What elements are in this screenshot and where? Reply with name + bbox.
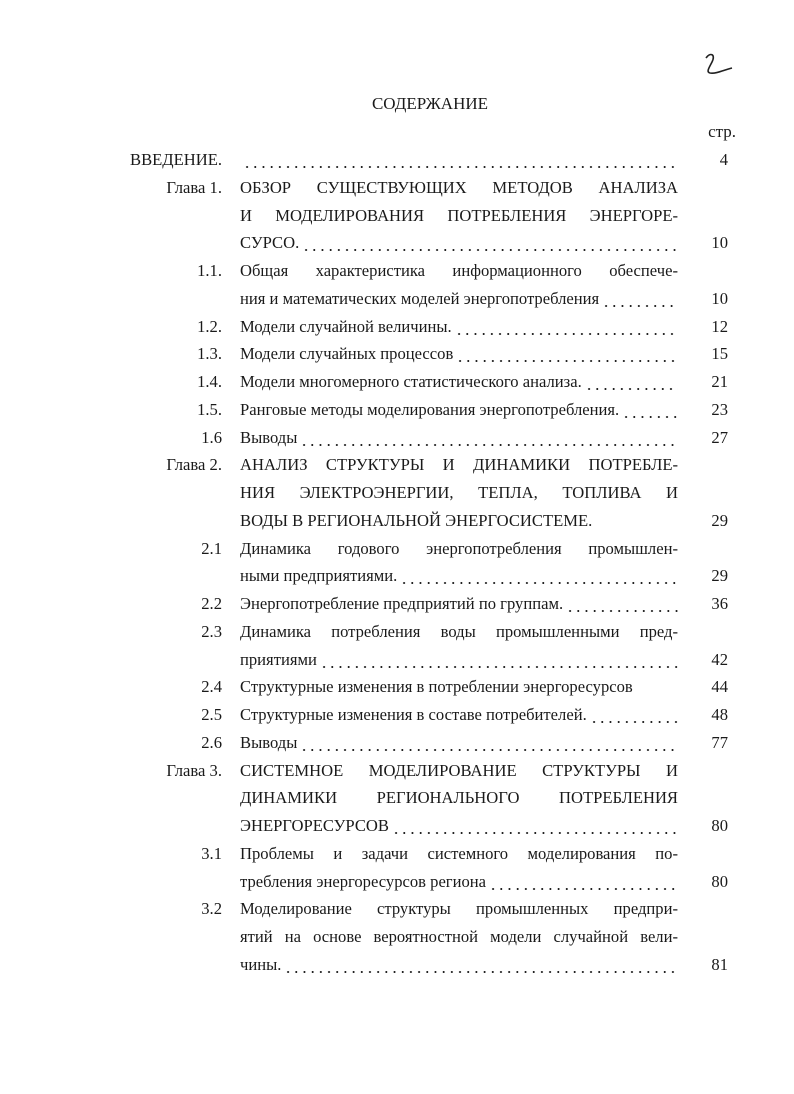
- toc-entry-page: 42: [711, 649, 728, 669]
- toc-entry: [0, 146, 794, 174]
- toc-entry-title: [240, 340, 678, 368]
- toc-entry-number: 1.6: [201, 427, 222, 447]
- toc-entry-title: [240, 313, 678, 341]
- dot-leader: [590, 701, 678, 729]
- toc-entry-title: [240, 257, 678, 285]
- toc-entry-continuation: [0, 951, 794, 979]
- toc-entry: [0, 729, 794, 757]
- toc-entry-title: [240, 451, 678, 479]
- toc-entry-page: 21: [711, 372, 728, 391]
- toc-entry: [0, 840, 794, 868]
- handwritten-page-number: [700, 50, 740, 80]
- toc-entry-page: 44: [711, 677, 728, 697]
- toc-entry-title: [240, 840, 678, 868]
- toc-entry-page: 77: [711, 732, 728, 752]
- toc-entry-text: чины.: [240, 954, 282, 974]
- toc-entry-text: Выводы: [240, 427, 298, 447]
- toc-entry-page: 27: [711, 427, 728, 447]
- toc-entry-text: СИСТЕМНОЕ МОДЕЛИРОВАНИЕ СТРУКТУРЫ И: [240, 760, 678, 780]
- toc-entry-continuation: [0, 229, 794, 257]
- toc-entry-number: ВВЕДЕНИЕ.: [130, 150, 222, 169]
- dot-leader: [284, 951, 678, 979]
- toc-entry-title: [240, 784, 678, 812]
- toc-entry-text: ятий на основе вероятностной модели случайной вели-: [240, 927, 678, 946]
- toc-entry-page: 4: [719, 150, 728, 169]
- toc-entry-text: Общая характеристика информационного обеспече-: [240, 261, 678, 280]
- toc-entry-text: Выводы: [240, 732, 298, 752]
- toc-entry-text: ЭНЕРГОРЕСУРСОВ: [240, 816, 389, 835]
- toc-entry-title: [240, 368, 678, 396]
- toc-entry-number: 2.4: [201, 677, 222, 697]
- toc-entry-number: Глава 3.: [166, 760, 222, 780]
- toc-entry-page: 80: [711, 816, 728, 835]
- dot-leader: [320, 646, 678, 674]
- toc-entry-page: 80: [711, 871, 728, 891]
- toc-entry-text: ния и математических моделей энергопотребления: [240, 288, 600, 308]
- page-title: СОДЕРЖАНИЕ: [371, 94, 489, 113]
- toc-entry-title: [240, 646, 678, 674]
- toc-entry-text: ВОДЫ В РЕГИОНАЛЬНОЙ ЭНЕРГОСИСТЕМЕ.: [240, 510, 593, 530]
- toc-entry: [0, 451, 794, 479]
- toc-entry-number: 1.1.: [197, 261, 222, 280]
- toc-entry-number: 1.3.: [197, 344, 222, 364]
- toc-entry-number: 2.3: [201, 621, 222, 641]
- toc-entry-text: ОБЗОР СУЩЕСТВУЮЩИХ МЕТОДОВ АНАЛИЗА: [240, 177, 678, 197]
- toc-entry-page: 12: [711, 316, 728, 336]
- toc-entry-number: Глава 1.: [166, 177, 222, 197]
- toc-entry-number: 3.1: [201, 843, 222, 863]
- toc-entry-title: [240, 174, 678, 202]
- toc-entry-continuation: [0, 646, 794, 674]
- toc-entry-continuation: [0, 479, 794, 507]
- toc-entry-number: 2.2: [201, 594, 222, 613]
- toc-entry-title: [240, 479, 678, 507]
- toc-entry: [0, 340, 794, 368]
- toc-entry-text: Энергопотребление предприятий по группам.: [240, 594, 564, 613]
- toc-entry-number: 2.6: [201, 732, 222, 752]
- toc-entry-text: Динамика потребления воды промышленными пред-: [240, 621, 678, 641]
- toc-entry-title: [240, 951, 678, 979]
- toc-entry-page: 23: [711, 399, 728, 419]
- toc-entry-text: АНАЛИЗ СТРУКТУРЫ И ДИНАМИКИ ПОТРЕБЛЕ-: [240, 455, 678, 475]
- toc-entry-number: 1.2.: [197, 316, 222, 336]
- toc-entry-continuation: [0, 923, 794, 951]
- toc-entry-page: 10: [711, 233, 728, 253]
- toc-entry-title: [240, 729, 678, 757]
- toc-entry: [0, 895, 794, 923]
- toc-entry-page: 29: [711, 566, 728, 586]
- toc-entry-title: [240, 923, 678, 951]
- toc-entry-page: 36: [711, 594, 728, 613]
- toc-entry-text: НИЯ ЭЛЕКТРОЭНЕРГИИ, ТЕПЛА, ТОПЛИВА И: [240, 483, 678, 502]
- toc-entry-text: Структурные изменения в составе потребителей.: [240, 705, 587, 724]
- toc-entry-number: 1.4.: [197, 372, 222, 391]
- dot-leader: [489, 868, 678, 896]
- toc-entry-page: 81: [711, 954, 728, 974]
- toc-entry-title: [240, 146, 678, 174]
- toc-entry: [0, 673, 794, 701]
- toc-entry-text: Проблемы и задачи системного моделирования по-: [240, 843, 678, 863]
- toc-entry-title: [240, 285, 678, 313]
- toc-entry: [0, 757, 794, 785]
- toc-entry-text: приятиями: [240, 649, 317, 669]
- toc-entry-title: [240, 812, 678, 840]
- toc-entry-title: [240, 868, 678, 896]
- toc-entry-text: Моделирование структуры промышленных предпри-: [240, 899, 678, 919]
- table-of-contents: [0, 146, 794, 979]
- toc-entry-title: [240, 895, 678, 923]
- toc-entry-continuation: [0, 507, 794, 535]
- dot-leader: [392, 812, 678, 840]
- toc-entry-continuation: [0, 868, 794, 896]
- dot-leader: [300, 424, 678, 452]
- dot-leader: [302, 229, 678, 257]
- toc-entry-title: [240, 562, 678, 590]
- dot-leader: [456, 340, 678, 368]
- toc-entry: [0, 618, 794, 646]
- toc-entry-page: 29: [711, 510, 728, 530]
- toc-entry: [0, 257, 794, 285]
- toc-entry-title: [240, 396, 678, 424]
- dot-leader: [300, 729, 678, 757]
- toc-entry-text: Структурные изменения в потреблении энергоресурсов: [240, 677, 633, 697]
- toc-entry: [0, 424, 794, 452]
- dot-leader: [243, 146, 678, 174]
- toc-entry-title: [240, 229, 678, 257]
- toc-entry-text: ДИНАМИКИ РЕГИОНАЛЬНОГО ПОТРЕБЛЕНИЯ: [240, 788, 678, 808]
- toc-entry-number: 3.2: [201, 899, 222, 919]
- page-column-header: стр.: [708, 122, 736, 141]
- toc-entry-title: [240, 618, 678, 646]
- toc-entry-text: Модели случайной величины.: [240, 316, 452, 336]
- dot-leader: [566, 590, 678, 618]
- toc-entry: [0, 701, 794, 729]
- toc-entry: [0, 313, 794, 341]
- dot-leader: [602, 285, 678, 313]
- toc-entry-title: [240, 590, 678, 618]
- toc-entry-continuation: [0, 285, 794, 313]
- toc-entry-continuation: [0, 812, 794, 840]
- dot-leader: [585, 368, 678, 396]
- toc-entry: [0, 174, 794, 202]
- toc-entry: [0, 590, 794, 618]
- toc-entry: [0, 368, 794, 396]
- toc-entry-title: [240, 202, 678, 230]
- toc-entry-number: 2.1: [201, 538, 222, 558]
- toc-entry-number: Глава 2.: [166, 455, 222, 475]
- dot-leader: [622, 396, 678, 424]
- toc-entry-page: 48: [711, 705, 728, 724]
- toc-entry-number: 2.5: [201, 705, 222, 724]
- toc-entry: [0, 535, 794, 563]
- toc-entry-page: 15: [711, 344, 728, 364]
- toc-entry-page: 10: [711, 288, 728, 308]
- toc-entry-title: [240, 757, 678, 785]
- dot-leader: [400, 562, 678, 590]
- toc-entry-text: ными предприятиями.: [240, 566, 398, 586]
- toc-entry-text: И МОДЕЛИРОВАНИЯ ПОТРЕБЛЕНИЯ ЭНЕРГОРЕ-: [240, 205, 678, 225]
- toc-entry-title: [240, 424, 678, 452]
- toc-entry-text: требления энергоресурсов региона: [240, 871, 487, 891]
- toc-entry-text: Модели многомерного статистического анализа.: [240, 372, 582, 391]
- toc-entry-number: 1.5.: [197, 399, 222, 419]
- dot-leader: [455, 313, 678, 341]
- toc-entry: [0, 396, 794, 424]
- toc-entry-title: [240, 535, 678, 563]
- toc-entry-text: Ранговые методы моделирования энергопотребления.: [240, 399, 620, 419]
- toc-entry-continuation: [0, 562, 794, 590]
- toc-entry-title: [240, 673, 678, 701]
- toc-entry-continuation: [0, 202, 794, 230]
- toc-entry-text: Модели случайных процессов: [240, 344, 454, 364]
- toc-entry-text: СУРСО.: [240, 233, 300, 253]
- toc-entry-text: Динамика годового энергопотребления промышлен-: [240, 538, 678, 558]
- toc-entry-continuation: [0, 784, 794, 812]
- toc-entry-title: [240, 507, 678, 535]
- toc-entry-title: [240, 701, 678, 729]
